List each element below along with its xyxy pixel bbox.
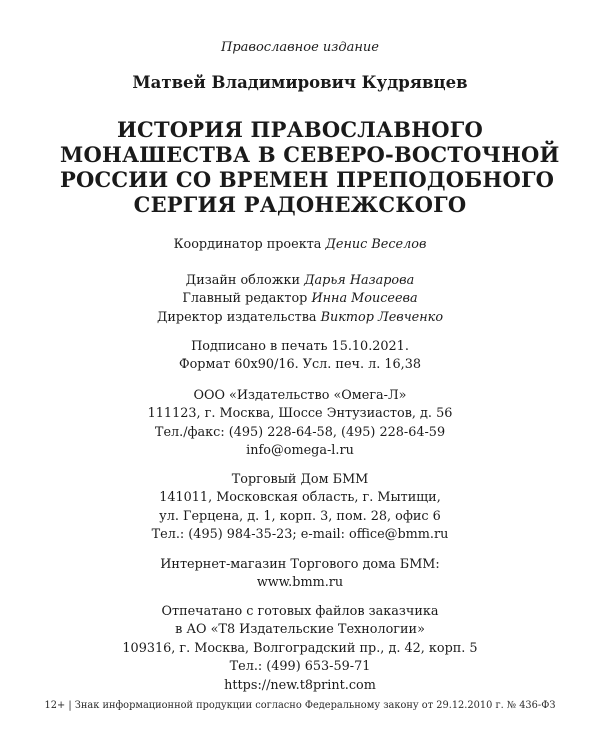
credit-name: Дарья Назарова [304, 273, 415, 288]
credit-name: Денис Веселов [325, 237, 427, 252]
online-shop-info [0, 556, 600, 593]
credit-role: Координатор проекта [173, 237, 322, 252]
publisher-email: info@omega-l.ru [246, 443, 354, 459]
title-line: МОНАШЕСТВА В СЕВЕРО-ВОСТОЧНОЙ [60, 142, 560, 167]
online-shop-url: www.bmm.ru [256, 575, 344, 591]
trade-house-line: Торговый Дом БММ [231, 472, 369, 487]
staff-credits [0, 272, 600, 327]
online-shop-line: Интернет-магазин Торгового дома БММ: [160, 557, 440, 572]
credit-name: Инна Моисеева [311, 291, 418, 307]
coordinator-credit [0, 236, 600, 254]
credit-name: Виктор Левченко [320, 309, 444, 325]
publisher-line: Тел./факс: (495) 228-64-58, (495) 228-64-59 [154, 424, 446, 440]
printer-line: Тел.: (499) 653-59-71 [229, 659, 371, 675]
title-line: ИСТОРИЯ ПРАВОСЛАВНОГО [117, 117, 483, 142]
book-title [60, 117, 560, 217]
credit-role: Дизайн обложки [185, 273, 301, 288]
publisher-line: 111123, г. Москва, Шоссе Энтузиастов, д. 56 [147, 406, 453, 422]
trade-house-line: Тел.: (495) 984-35-23; e-mail: office@bmm.ru [151, 527, 449, 543]
trade-house-info [0, 471, 600, 545]
printer-url: https://new.t8print.com [224, 677, 376, 693]
series-label: Православное издание [221, 40, 379, 55]
printer-line: в АО «Т8 Издательские Технологии» [175, 622, 425, 638]
credit-role: Директор издательства [156, 309, 317, 325]
title-line: СЕРГИЯ РАДОНЕЖСКОГО [133, 192, 467, 217]
printer-info [0, 603, 600, 695]
publisher-line: ООО «Издательство «Омега-Л» [193, 388, 407, 403]
title-line: РОССИИ СО ВРЕМЕН ПРЕПОДОБНОГО [60, 167, 555, 192]
trade-house-line: 141011, Московская область, г. Мытищи, [159, 490, 441, 506]
print-info-line: Формат 60х90/16. Усл. печ. л. 16,38 [178, 357, 422, 373]
credit-role: Главный редактор [182, 291, 308, 307]
print-info [0, 338, 600, 375]
print-info-line: Подписано в печать 15.10.2021. [191, 339, 409, 354]
printer-line: 109316, г. Москва, Волгоградский пр., д. 42, корп. 5 [122, 640, 478, 656]
trade-house-line: ул. Герцена, д. 1, корп. 3, пом. 28, офис 6 [159, 508, 441, 524]
publisher-info [0, 387, 600, 461]
age-rating-footer: 12+ | Знак информационной продукции согласно Федеральному закону от 29.12.2010 г. № 436-ФЗ [44, 700, 556, 711]
printer-line: Отпечатано с готовых файлов заказчика [161, 604, 439, 619]
author-name: Матвей Владимирович Кудрявцев [132, 73, 468, 92]
